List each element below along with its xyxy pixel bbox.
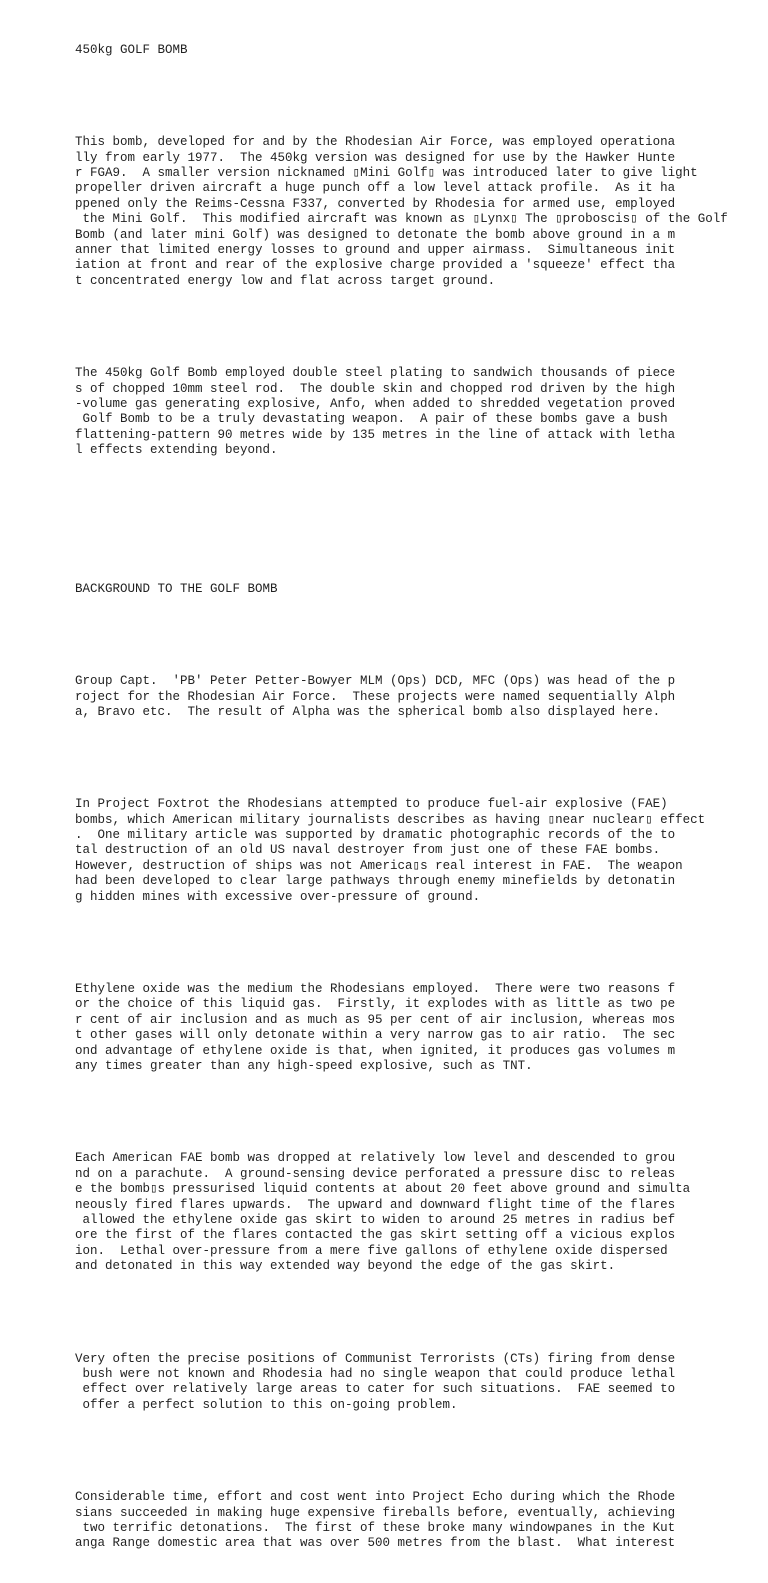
text-line: flattening-pattern 90 metres wide by 135 metres in the line of attack with letha: [75, 427, 676, 442]
text-line: lly from early 1977. The 450kg version was designed for use by the Hawker Hunte: [75, 150, 676, 165]
text-line: and detonated in this way extended way beyond the edge of the gas skirt.: [75, 1259, 616, 1274]
blank-line: [75, 320, 728, 335]
text-line: any times greater than any high-speed explosive, such as TNT.: [75, 1059, 533, 1073]
text-line: -volume gas generating explosive, Anfo, when added to shredded vegetation proved: [75, 396, 676, 411]
text-line: effect over relatively large areas to cater for such situations. FAE seemed to: [75, 1382, 676, 1397]
text-line: r FGA9. A smaller version nicknamed ▯Mini Golf▯ was introduced later to give light: [75, 166, 698, 180]
blank-line: [75, 489, 728, 504]
paragraph: [75, 1352, 728, 1414]
text-line: a, Bravo etc. The result of Alpha was the spherical bomb also displayed here.: [75, 704, 661, 719]
text-line: g hidden mines with excessive over-pressure of ground.: [75, 889, 481, 904]
paragraph: [75, 674, 728, 720]
text-line: anga Range domestic area that was over 500 metres from the blast. What interest: [75, 1536, 676, 1551]
text-line: t concentrated energy low and flat across target ground.: [75, 273, 496, 288]
text-line: sians succeeded in making huge expensive fireballs before, eventually, achieving: [75, 1505, 676, 1520]
text-line: However, destruction of ships was not America▯s real interest in FAE. The weapon: [75, 858, 683, 873]
blank-line: [75, 536, 728, 551]
text-line: The 450kg Golf Bomb employed double steel plating to sandwich thousands of piece: [75, 366, 676, 381]
text-line: In Project Foxtrot the Rhodesians attempted to produce fuel-air explosive (FAE): [75, 797, 668, 812]
paragraph: [75, 1490, 728, 1552]
text-line: ore the first of the flares contacted the gas skirt setting off a vicious explos: [75, 1228, 676, 1243]
text-line: offer a perfect solution to this on-going problem.: [75, 1397, 458, 1412]
text-line: allowed the ethylene oxide gas skirt to widen to around 25 metres in radius bef: [75, 1212, 676, 1227]
text-line: Considerable time, effort and cost went into Project Echo during which the Rhode: [75, 1490, 676, 1505]
text-line: tal destruction of an old US naval destroyer from just one of these FAE bombs.: [75, 843, 661, 858]
blank-line: [75, 1444, 728, 1459]
blank-line: [75, 751, 728, 766]
document-text: [75, 12, 728, 1583]
text-line: had been developed to clear large pathways through enemy minefields by detonatin: [75, 874, 676, 889]
text-line: nd on a parachute. A ground-sensing device perforated a pressure disc to releas: [75, 1166, 676, 1181]
text-line: propeller driven aircraft a huge punch off a low level attack profile. As it ha: [75, 181, 676, 196]
text-line: Bomb (and later mini Golf) was designed to detonate the bomb above ground in a m: [75, 227, 676, 242]
text-line: two terrific detonations. The first of these broke many windowpanes in the Kut: [75, 1520, 676, 1535]
text-line: neously fired flares upwards. The upward and downward flight time of the flares: [75, 1197, 676, 1212]
text-line: l effects extending beyond.: [75, 443, 278, 458]
section-heading: BACKGROUND TO THE GOLF BOMB: [75, 581, 278, 596]
text-line: ppened only the Reims-Cessna F337, converted by Rhodesia for armed use, employed: [75, 196, 676, 211]
text-line: ion. Lethal over-pressure from a mere five gallons of ethylene oxide dispersed: [75, 1243, 668, 1258]
text-line: Golf Bomb to be a truly devastating weapon. A pair of these bombs gave a bush: [75, 412, 668, 427]
text-line: Group Capt. 'PB' Peter Petter-Bowyer MLM (Ops) DCD, MFC (Ops) was head of the p: [75, 674, 676, 689]
text-line: This bomb, developed for and by the Rhodesian Air Force, was employed operationa: [75, 135, 676, 150]
text-line: r cent of air inclusion and as much as 95 per cent of air inclusion, whereas mos: [75, 1012, 676, 1027]
document-title: 450kg GOLF BOMB: [75, 42, 188, 57]
text-line: or the choice of this liquid gas. Firstly, it explodes with as little as two pe: [75, 997, 676, 1012]
text-line: Each American FAE bomb was dropped at relatively low level and descended to grou: [75, 1151, 676, 1166]
paragraph: [75, 1151, 728, 1274]
blank-line: [75, 89, 728, 104]
paragraph: [75, 366, 728, 458]
paragraph: [75, 135, 728, 289]
text-line: anner that limited energy losses to ground and upper airmass. Simultaneous init: [75, 242, 676, 257]
blank-line: [75, 628, 728, 643]
text-line: roject for the Rhodesian Air Force. These projects were named sequentially Alph: [75, 689, 676, 704]
blank-line: [75, 1305, 728, 1320]
text-line: s of chopped 10mm steel rod. The double skin and chopped rod driven by the high: [75, 381, 676, 396]
text-line: Ethylene oxide was the medium the Rhodesians employed. There were two reasons f: [75, 982, 676, 997]
blank-line: [75, 1105, 728, 1120]
text-line: iation at front and rear of the explosive charge provided a 'squeeze' effect tha: [75, 258, 676, 273]
text-line: bombs, which American military journalists describes as having ▯near nuclear▯ effect: [75, 812, 706, 827]
paragraph: [75, 797, 728, 905]
text-line: bush were not known and Rhodesia had no single weapon that could produce lethal: [75, 1366, 676, 1381]
text-line: Very often the precise positions of Communist Terrorists (CTs) firing from dense: [75, 1351, 676, 1366]
text-line: the Mini Golf. This modified aircraft was known as ▯Lynx▯ The ▯proboscis▯ of the Golf: [75, 212, 728, 227]
text-line: ond advantage of ethylene oxide is that, when ignited, it produces gas volumes m: [75, 1043, 676, 1058]
text-line: t other gases will only detonate within a very narrow gas to air ratio. The sec: [75, 1028, 676, 1043]
text-line: e the bomb▯s pressurised liquid contents at about 20 feet above ground and simulta: [75, 1182, 691, 1197]
blank-line: [75, 936, 728, 951]
text-line: . One military article was supported by dramatic photographic records of the to: [75, 828, 676, 843]
paragraph: [75, 982, 728, 1074]
